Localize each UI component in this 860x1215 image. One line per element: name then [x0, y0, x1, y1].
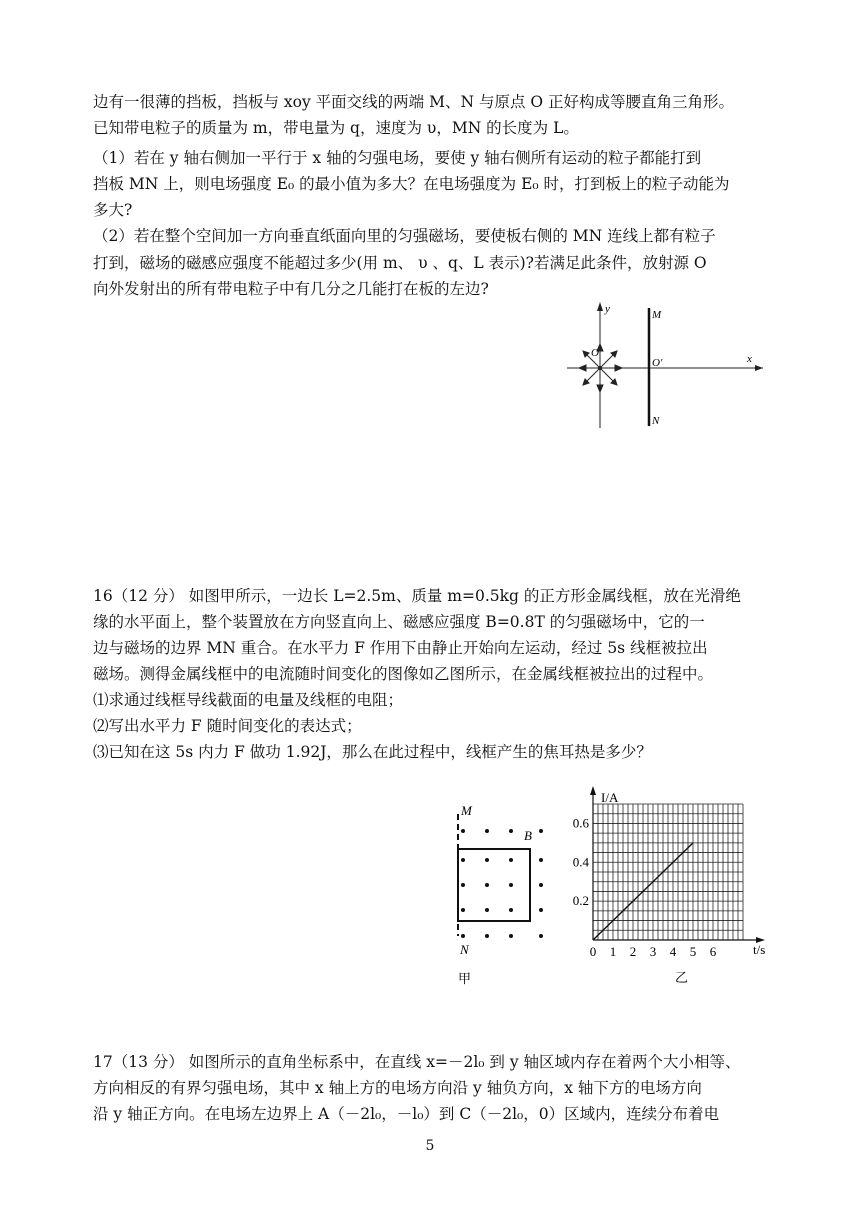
- p15-label-x: x: [747, 353, 752, 365]
- y-tick-label: 0.6: [572, 815, 589, 831]
- x-tick-label: 4: [669, 944, 677, 959]
- p15-label-o-prime: O′: [652, 357, 663, 369]
- x-tick-label: 0: [589, 944, 597, 959]
- chart-axes: [590, 786, 765, 943]
- p15-figure: [565, 298, 770, 433]
- chart-xlabel: t/s: [753, 942, 766, 957]
- x-tick-label: 6: [709, 944, 717, 959]
- p15-label-n: N: [652, 415, 660, 427]
- p15-line-4: 挡板 MN 上，则电场强度 E₀ 的最小值为多大？在电场强度为 E₀ 时，打到板上的粒子动能为: [93, 175, 730, 193]
- p15-line-3: （1）若在 y 轴右侧加一平行于 x 轴的匀强电场，要使 y 轴右侧所有运动的粒子都能打到: [93, 149, 702, 167]
- p17-line-2: 方向相反的有界匀强电场，其中 x 轴上方的电场方向沿 y 轴负方向，x 轴下方的电场方向: [93, 1079, 702, 1097]
- p15-x-arrow: [755, 365, 763, 371]
- p17-line-1: 17（13 分） 如图所示的直角坐标系中，在直线 x=－2l₀ 到 y 轴区域内存在着两个大小相等、: [93, 1053, 741, 1071]
- y-tick-label: 0.4: [572, 854, 589, 870]
- p16-figure-jia: [448, 800, 558, 985]
- x-tick-label: 1: [609, 944, 617, 959]
- p15-line-2: 已知带电粒子的质量为 m，带电量为 q，速度为 υ，MN 的长度为 L。: [93, 119, 579, 137]
- jia-label-n: N: [460, 942, 469, 957]
- p15-line-6: （2）若在整个空间加一方向垂直纸面向里的匀强磁场，要使板右侧的 MN 连线上都有粒子: [93, 227, 716, 245]
- p16-line-2: 缘的水平面上，整个装置放在方向竖直向上、磁感应强度 B=0.8T 的匀强磁场中，它的一: [93, 613, 705, 631]
- p15-line-5: 多大?: [93, 201, 133, 219]
- jia-label-b: B: [524, 828, 532, 843]
- p15-y-arrow: [597, 302, 603, 311]
- jia-label-m: M: [461, 803, 472, 818]
- x-tick-label: 3: [649, 944, 657, 959]
- chart-grid: [593, 804, 743, 940]
- chart-tick-labels: [573, 815, 717, 959]
- p16-line-3: 边与磁场的边界 MN 重合。在水平力 F 作用下由静止开始向左运动，经过 5s 线框被拉出: [93, 639, 708, 657]
- chart-y-arrow: [590, 786, 596, 795]
- p16-line-6: ⑵写出水平力 F 随时间变化的表达式；: [93, 717, 362, 735]
- p16-line-7: ⑶已知在这 5s 内力 F 做功 1.92J，那么在此过程中，线框产生的焦耳热是多少？: [93, 743, 652, 761]
- p16-line-5: ⑴求通过线框导线截面的电量及线框的电阻；: [93, 691, 404, 709]
- y-tick-label: 0.2: [572, 893, 589, 909]
- p15-label-m: M: [652, 309, 662, 321]
- p15-line-8: 向外发射出的所有带电粒子中有几分之几能打在板的左边?: [93, 280, 489, 298]
- p17-line-3: 沿 y 轴正方向。在电场左边界上 A（－2l₀，－l₀）到 C（－2l₀，0）区域内，连续分布着电: [93, 1105, 720, 1123]
- chart-ylabel: I/A: [601, 790, 619, 805]
- x-tick-label: 2: [629, 944, 637, 959]
- x-tick-label: 5: [689, 944, 697, 959]
- p15-line-1: 边有一很薄的挡板，挡板与 xoy 平面交线的两端 M、N 与原点 O 正好构成等腰直角三角形。: [93, 93, 735, 111]
- page-number: 5: [425, 1138, 435, 1154]
- jia-caption: 甲: [458, 971, 472, 985]
- p15-source-dot: [598, 366, 602, 370]
- p16-figure-yi-chart: [565, 782, 775, 987]
- metal-frame: [458, 849, 530, 921]
- yi-caption: 乙: [675, 970, 689, 985]
- p15-line-7: 打到，磁场的磁感应强度不能超过多少(用 m、 υ 、q、L 表示)?若满足此条件，放射源 O: [93, 254, 707, 272]
- p15-label-y: y: [605, 303, 610, 315]
- p16-line-4: 磁场。测得金属线框中的电流随时间变化的图像如乙图所示，在金属线框被拉出的过程中。: [93, 665, 714, 683]
- p15-label-o: O: [591, 347, 599, 359]
- p16-line-1: 16（12 分） 如图甲所示，一边长 L=2.5m、质量 m=0.5kg 的正方形金属线框，放在光滑绝: [93, 587, 741, 605]
